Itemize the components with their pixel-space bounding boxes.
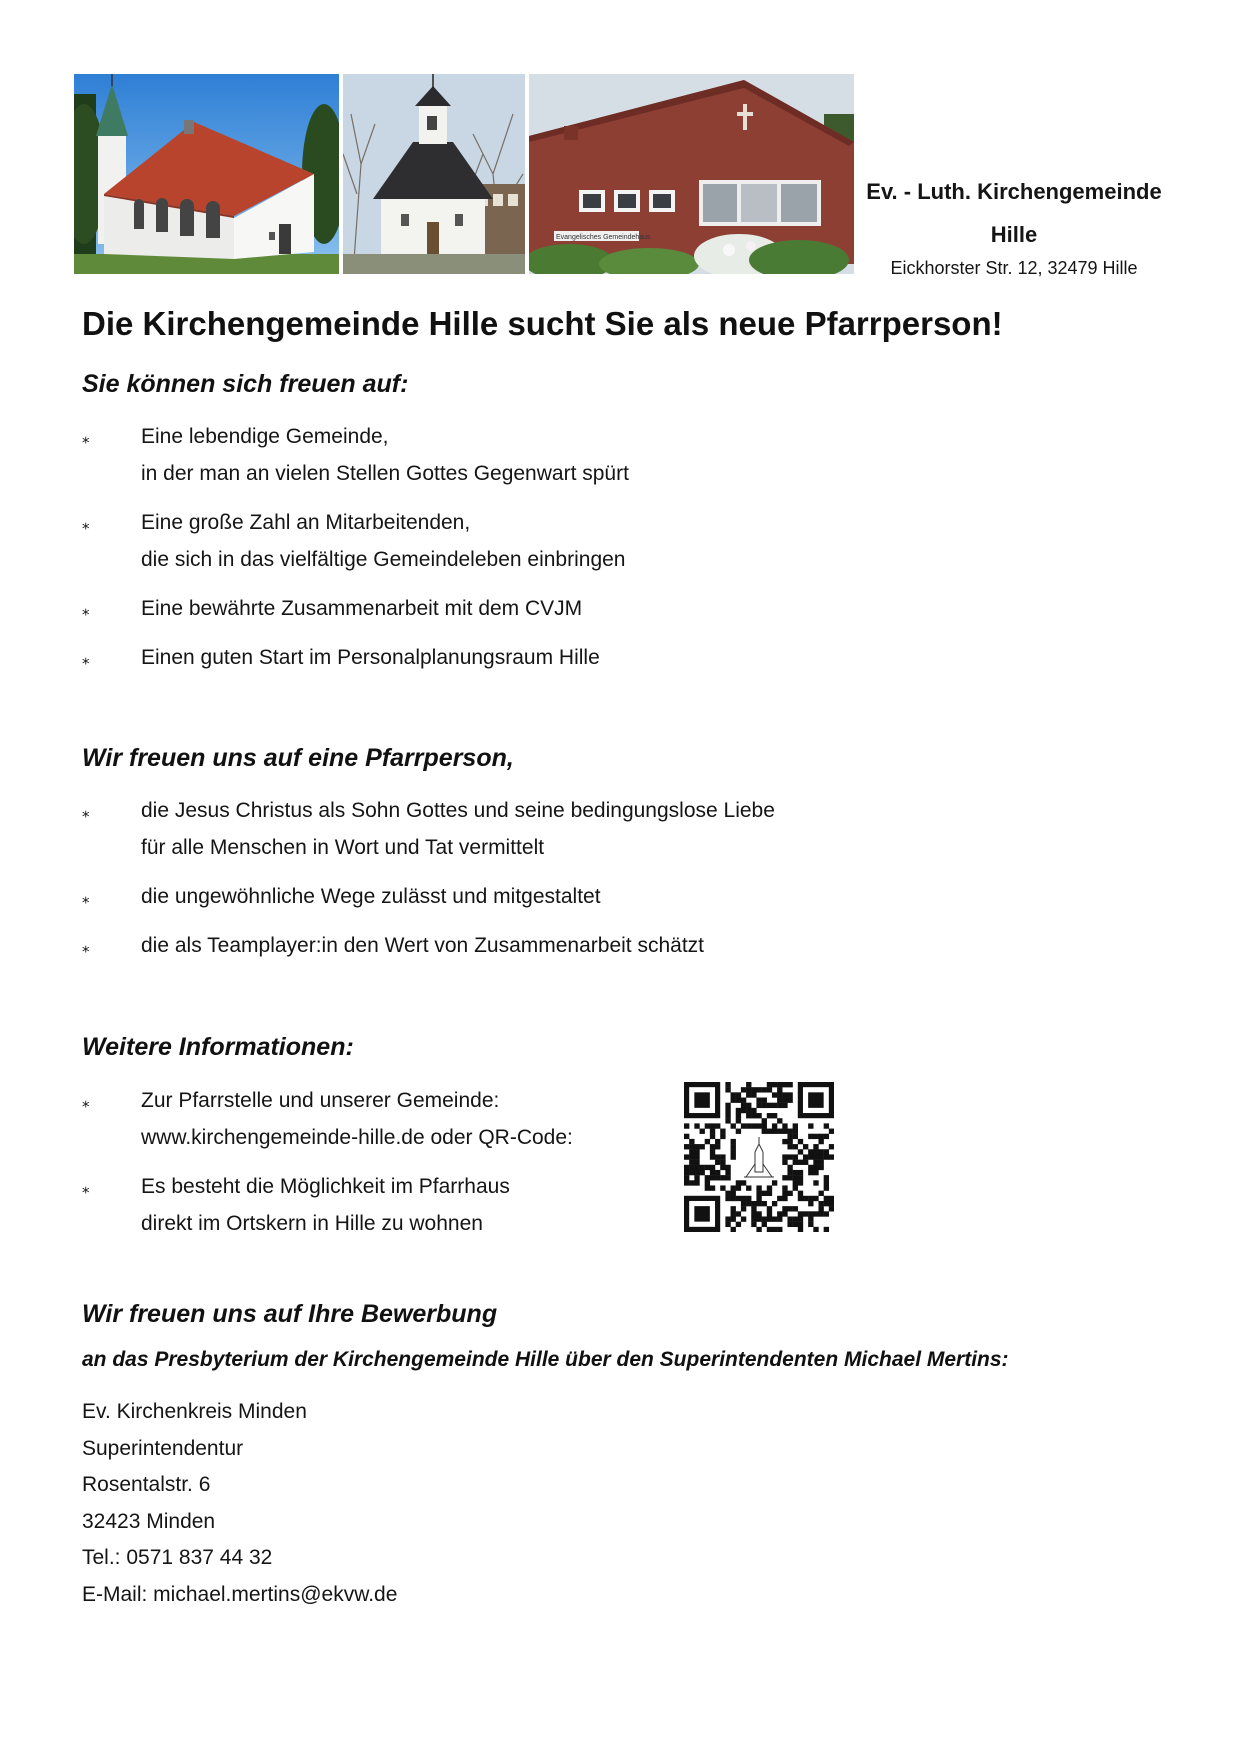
list-item: ⁎ die als Teamplayer:in den Wert von Zusammenarbeit schätzt (82, 927, 775, 964)
address-line: Rosentalstr. 6 (82, 1473, 211, 1497)
bullet-icon: ⁎ (82, 1180, 90, 1197)
page-title: Die Kirchengemeinde Hille sucht Sie als neue Pfarrperson! (82, 305, 1003, 342)
hall-sign-text: Evangelisches Gemeindehaus (556, 234, 651, 241)
church-photo (74, 74, 339, 274)
address-line: Superintendentur (82, 1436, 244, 1460)
list-item: ⁎ Es besteht die Möglichkeit im Pfarrhaus direkt im Ortskern in Hille zu wohnen (82, 1168, 573, 1242)
header (74, 74, 1174, 278)
list-item: ⁎ Eine lebendige Gemeinde, in der man an vielen Stellen Gottes Gegenwart spürt (82, 418, 629, 492)
bullet-icon: ⁎ (82, 602, 90, 619)
chapel-photo (343, 74, 525, 274)
phone-line: Tel.: 0571 837 44 32 (82, 1546, 273, 1570)
list-item: ⁎ Eine große Zahl an Mitarbeitenden, die sich in das vielfältige Gemeindeleben einbringen (82, 504, 629, 578)
bullet-icon: ⁎ (82, 430, 90, 447)
organization-name: Ev. - Luth. Kirchengemeinde (866, 179, 1162, 204)
list-item: ⁎ die ungewöhnliche Wege zulässt und mitgestaltet (82, 878, 775, 915)
bullet-icon: ⁎ (82, 804, 90, 821)
list-item: ⁎ Einen guten Start im Personalplanungsraum Hille (82, 639, 629, 676)
section-heading-expectations: Wir freuen uns auf eine Pfarrperson, (82, 744, 514, 772)
list-item: ⁎ Zur Pfarrstelle und unserer Gemeinde: www.kirchengemeinde-hille.de oder QR-Code: (82, 1082, 573, 1156)
list-item: ⁎ die Jesus Christus als Sohn Gottes und seine bedingungslose Liebe für alle Menschen in Wort und Tat vermittelt (82, 792, 775, 866)
address-line: Ev. Kirchenkreis Minden (82, 1400, 307, 1423)
organization-address: Eickhorster Str. 12, 32479 Hille (890, 258, 1138, 278)
section-heading-info: Weitere Informationen: (82, 1033, 354, 1061)
bullet-icon: ⁎ (82, 939, 90, 956)
application-address (82, 1394, 397, 1614)
website-link: www.kirchengemeinde-hille.de oder QR-Code: (141, 1126, 573, 1149)
community-hall-photo (529, 74, 854, 274)
section-heading-offer: Sie können sich freuen auf: (82, 370, 409, 398)
section-heading-application: Wir freuen uns auf Ihre Bewerbung (82, 1300, 498, 1328)
info-list (82, 1082, 573, 1254)
bullet-icon: ⁎ (82, 890, 90, 907)
organization-location: Hille (990, 222, 1038, 247)
bullet-icon: ⁎ (82, 1094, 90, 1111)
address-line: 32423 Minden (82, 1509, 216, 1533)
organization-info (854, 170, 1174, 280)
qr-code[interactable] (684, 1082, 834, 1232)
bullet-icon: ⁎ (82, 651, 90, 668)
list-item: ⁎ Eine bewährte Zusammenarbeit mit dem CVJM (82, 590, 629, 627)
bullet-icon: ⁎ (82, 516, 90, 533)
application-subheading: an das Presbyterium der Kirchengemeinde Hille über den Superintendenten Michael Mertins: (82, 1348, 1009, 1371)
expectations-list (82, 792, 775, 976)
email-line[interactable]: E-Mail: michael.mertins@ekvw.de (82, 1582, 398, 1606)
offer-list (82, 418, 629, 688)
